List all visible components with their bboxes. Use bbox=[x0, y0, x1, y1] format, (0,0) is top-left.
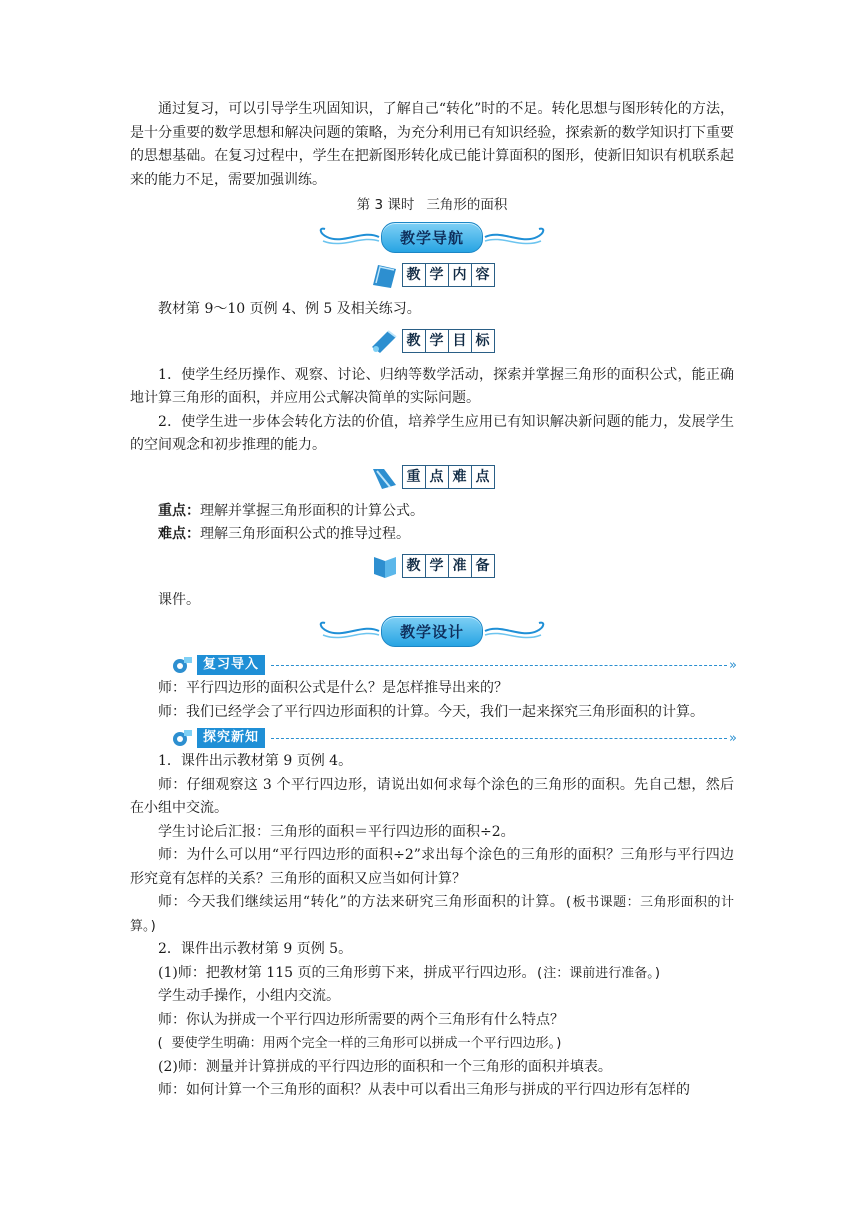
box-char: 标 bbox=[475, 332, 490, 349]
heading-teaching-goals bbox=[130, 326, 734, 356]
section-tag: 探究新知 bbox=[197, 728, 265, 748]
prep-note: (注：课前进行准备。) bbox=[535, 965, 662, 981]
explore-line bbox=[130, 962, 734, 986]
gear-icon bbox=[170, 728, 194, 748]
section-review-intro bbox=[170, 654, 734, 676]
explore-line: 师：你认为拼成一个平行四边形所需要的两个三角形有什么特点？ bbox=[158, 1011, 564, 1028]
heading-teaching-content bbox=[130, 260, 734, 290]
explore-text: 师：今天我们继续运用“转化”的方法来研究三角形面积的计算。 bbox=[158, 894, 565, 910]
lesson-name: 三角形的面积 bbox=[426, 197, 508, 213]
folder-icon bbox=[370, 463, 400, 491]
explore-line: (2)师：测量并计算拼成的平行四边形的面积和一个三角形的面积并填表。 bbox=[158, 1058, 612, 1075]
gear-icon bbox=[170, 655, 194, 675]
box-char: 容 bbox=[475, 267, 490, 283]
key-text: 理解并掌握三角形面积的计算公式。 bbox=[200, 502, 424, 519]
intro-paragraph: 通过复习，可以引导学生巩固知识，了解自己“转化”时的不足。转化思想与图形转化的方法，是十分重要的数学思想和解决问题的策略，为充分利用已有知识经验，探索新的数学知识打下重要的思想基础。在复习过程中，学生在把新图形转化成已能计算面积的图形，使新旧知识有机联系起来的能力不足，需要加强训练。 bbox=[130, 101, 734, 188]
right-swirl-icon bbox=[483, 225, 551, 249]
explore-line: 师：如何计算一个三角形的面积？从表中可以看出三角形与拼成的平行四边形有怎样的 bbox=[158, 1082, 690, 1098]
book-icon bbox=[370, 261, 400, 289]
box-char: 目 bbox=[449, 330, 472, 352]
page-content bbox=[130, 98, 734, 1103]
box-char: 教 bbox=[403, 555, 426, 577]
pencil-icon bbox=[370, 327, 400, 355]
explore-line: 师：仔细观察这 3 个平行四边形，请说出如何求每个涂色的三角形的面积。先自己想，然后在小组中交流。 bbox=[130, 776, 734, 816]
box-char: 重 bbox=[403, 466, 426, 488]
box-char: 教 bbox=[403, 264, 426, 286]
review-line: 师：平行四边形的面积公式是什么？是怎样推导出来的？ bbox=[158, 680, 508, 696]
dashed-divider bbox=[271, 665, 727, 666]
section-tag: 复习导入 bbox=[197, 655, 265, 675]
right-swirl-icon bbox=[483, 619, 551, 643]
explore-line: 1．课件出示教材第 9 页例 4。 bbox=[158, 753, 353, 769]
dashed-divider bbox=[271, 738, 727, 739]
explore-line: 2．课件出示教材第 9 页例 5。 bbox=[158, 941, 353, 957]
box-char: 教 bbox=[403, 330, 426, 352]
board-note: (板书课题：三角形面积的计算。) bbox=[130, 895, 734, 934]
explore-line: 学生讨论后汇报：三角形的面积＝平行四边形的面积÷2。 bbox=[158, 823, 515, 840]
box-char: 内 bbox=[449, 264, 472, 286]
left-swirl-icon bbox=[313, 225, 381, 249]
banner-teaching-design bbox=[130, 614, 734, 648]
difficult-text: 理解三角形面积公式的推导过程。 bbox=[200, 526, 410, 542]
double-arrow-icon: » bbox=[729, 730, 734, 746]
explore-note: ( 要使学生明确：用两个完全一样的三角形可以拼成一个平行四边形。) bbox=[156, 1036, 563, 1051]
box-char: 点 bbox=[475, 468, 490, 485]
difficult-label: 难点： bbox=[158, 526, 200, 542]
box-char: 备 bbox=[475, 557, 490, 574]
box-char: 学 bbox=[426, 555, 449, 577]
review-line: 师：我们已经学会了平行四边形面积的计算。今天，我们一起来探究三角形面积的计算。 bbox=[158, 703, 704, 720]
banner-label: 教学导航 bbox=[381, 222, 483, 253]
left-swirl-icon bbox=[313, 619, 381, 643]
box-char: 学 bbox=[426, 264, 449, 286]
explore-line bbox=[130, 891, 734, 938]
double-arrow-icon: » bbox=[729, 657, 734, 673]
heading-key-points bbox=[130, 462, 734, 492]
goal-item: 2．使学生进一步体会转化方法的价值，培养学生应用已有知识解决新问题的能力，发展学生的空间观念和初步推理的能力。 bbox=[130, 413, 734, 453]
lesson-number: 第 3 课时 bbox=[356, 197, 415, 213]
key-label: 重点： bbox=[158, 502, 200, 519]
section-explore-new bbox=[170, 727, 734, 749]
goal-item: 1．使学生经历操作、观察、讨论、归纳等数学活动，探索并掌握三角形的面积公式，能正确地计算三角形的面积，并应用公式解决简单的实际问题。 bbox=[130, 366, 734, 406]
content-text: 教材第 9～10 页例 4、例 5 及相关练习。 bbox=[158, 301, 421, 317]
explore-line: 师：为什么可以用“平行四边形的面积÷2”求出每个涂色的三角形的面积？三角形与平行四边形究竟有怎样的关系？三角形的面积又应当如何计算？ bbox=[130, 847, 734, 887]
banner-teaching-guide bbox=[130, 220, 734, 254]
box-char: 难 bbox=[449, 466, 472, 488]
box-char: 准 bbox=[449, 555, 472, 577]
box-char: 学 bbox=[426, 330, 449, 352]
explore-text: (1)师：把教材第 115 页的三角形剪下来，拼成平行四边形。 bbox=[158, 964, 536, 981]
key-point bbox=[130, 500, 734, 524]
banner-label: 教学设计 bbox=[381, 616, 483, 647]
difficult-point bbox=[130, 523, 734, 547]
lesson-title bbox=[130, 194, 734, 216]
explore-line: 学生动手操作，小组内交流。 bbox=[158, 988, 340, 1004]
heading-teaching-prep bbox=[130, 551, 734, 581]
prep-text: 课件。 bbox=[158, 591, 200, 608]
book-open-icon bbox=[370, 552, 400, 580]
box-char: 点 bbox=[426, 466, 449, 488]
